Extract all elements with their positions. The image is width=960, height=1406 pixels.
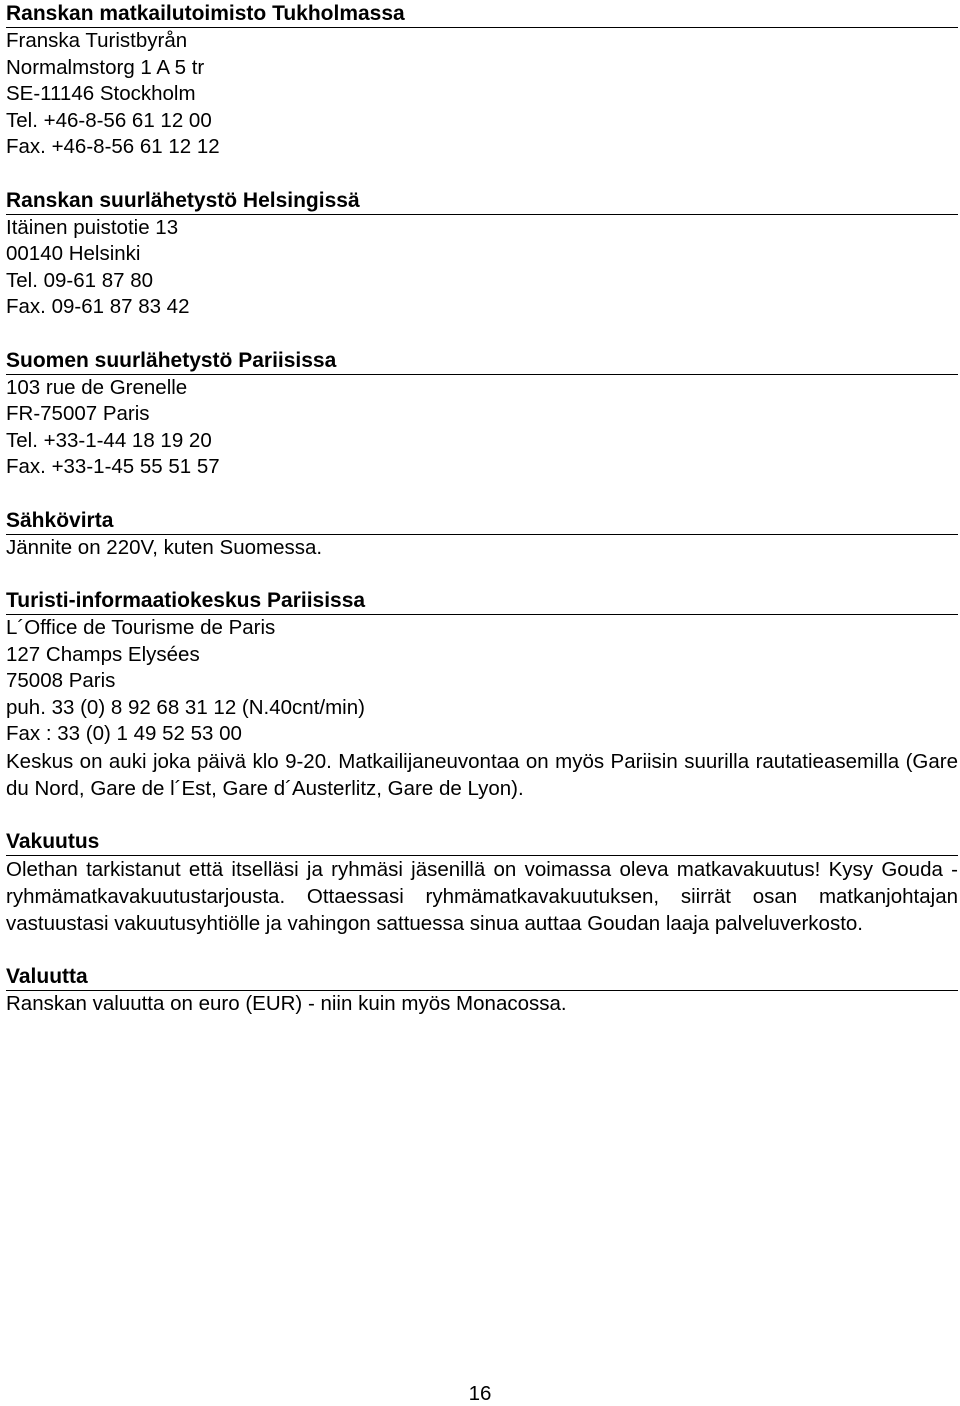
fax-line: Fax. +33-1-45 55 51 57 (6, 455, 220, 478)
phone-line: Tel. +46-8-56 61 12 00 (6, 108, 212, 132)
address-line: 103 rue de Grenelle (6, 375, 188, 399)
section-heading: Valuutta (6, 963, 958, 991)
address-line: 127 Champs Elysées (6, 642, 200, 666)
address-line: FR-75007 Paris (6, 402, 150, 425)
page-number: 16 (468, 1382, 492, 1405)
address-line: 00140 Helsinki (6, 242, 141, 265)
address-line: L´Office de Tourisme de Paris (6, 616, 276, 639)
section-embassy-helsinki (6, 187, 958, 321)
section-electricity (6, 507, 958, 562)
fax-line: Fax. +46-8-56 61 12 12 (6, 135, 220, 158)
phone-line: Tel. 09-61 87 80 (6, 268, 154, 292)
section-heading: Suomen suurlähetystö Pariisissa (6, 347, 958, 375)
section-heading: Ranskan matkailutoimisto Tukholmassa (6, 0, 958, 28)
phone-line: puh. 33 (0) 8 92 68 31 12 (N.40cnt/min) (6, 695, 365, 719)
address-line: Normalmstorg 1 A 5 tr (6, 55, 205, 79)
section-heading: Ranskan suurlähetystö Helsingissä (6, 187, 958, 215)
section-heading: Sähkövirta (6, 507, 958, 535)
body-line: Ranskan valuutta on euro (EUR) - niin kuin myös Monacossa. (6, 991, 567, 1015)
section-insurance (6, 828, 958, 937)
fax-line: Fax : 33 (0) 1 49 52 53 00 (6, 722, 242, 745)
address-line: 75008 Paris (6, 669, 116, 692)
body-paragraph: Olethan tarkistanut että itselläsi ja ryhmäsi jäsenillä on voimassa oleva matkavakuutus! Kysy Gouda - ryhmämatkavakuutustarjousta. Ottaessasi ryhmämatkavakuutuksen, siirrät osan matkanjohtajan vastuustasi vakuutusyhtiölle ja vahingon sattuessa sinua auttaa Goudan laaja palveluverkosto. (6, 857, 958, 935)
fax-line: Fax. 09-61 87 83 42 (6, 295, 190, 318)
document-page (6, 0, 958, 1017)
section-heading: Vakuutus (6, 828, 958, 856)
address-line: Itäinen puistotie 13 (6, 215, 179, 239)
section-currency (6, 963, 958, 1018)
phone-line: Tel. +33-1-44 18 19 20 (6, 428, 212, 452)
section-tourist-office-stockholm (6, 0, 958, 161)
address-line: Franska Turistbyrån (6, 29, 188, 52)
section-heading: Turisti-informaatiokeskus Pariisissa (6, 587, 958, 615)
address-line: SE-11146 Stockholm (6, 82, 196, 105)
body-line: Jännite on 220V, kuten Suomessa. (6, 535, 323, 559)
section-tourist-info-paris (6, 587, 958, 802)
body-paragraph: Keskus on auki joka päivä klo 9-20. Matkailijaneuvontaa on myös Pariisin suurilla rautatieasemilla (Gare du Nord, Gare de l´Est, Gare d´Austerlitz, Gare de Lyon). (6, 749, 958, 800)
section-embassy-paris (6, 347, 958, 481)
